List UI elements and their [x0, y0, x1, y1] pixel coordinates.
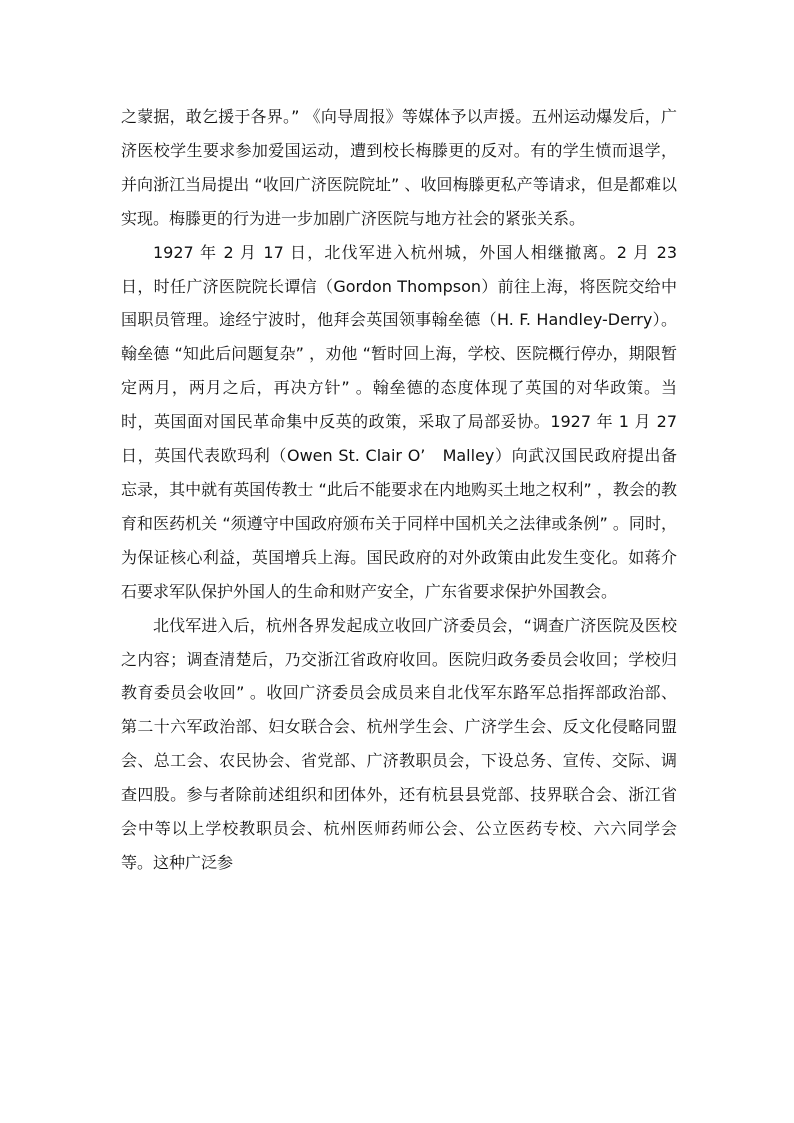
paragraph-3: 北伐军进入后，杭州各界发起成立收回广济委员会，“调查广济医院及医校之内容；调查清楚后，乃交浙江省政府收回。医院归政务委员会收回；学校归教育委员会收回” 。收回广济委员会成员来自北伐军东路军总指挥部政治部、第二十六军政治部、妇女联合会、杭州学生会、广济学生会、反文化侵略同盟会、总工会、农民协会、省党部、广济教职员会，下设总务、宣传、交际、调查四股。参与者除前述组织和团体外，还有杭县县党部、技界联合会、浙江省会中等以上学校教职员会、杭州医师药师公会、公立医药专校、六六同学会等。这种广泛参: [121, 615, 677, 872]
body-text: [121, 100, 677, 880]
paragraph-2: 1927 年 2 月 17 日，北伐军进入杭州城，外国人相继撤离。2 月 23 日，时任广济医院院长谭信（Gordon Thompson）前往上海，将医院交给中国职员管理。途经宁波时，他拜会英国领事翰垒德（H. F. Handley-Derry）。翰垒德 “知此后问题复杂” ，劝他 “暂时回上海，学校、医院概行停办，期限暂定两月，两月之后，再决方针” 。翰垒德的态度体现了英国的对华政策。当时，英国面对国民革命集中反英的政策，采取了局部妥协。1927 年 1 月 27 日，英国代表欧玛利（Owen St. Clair O’ Malley）向武汉国民政府提出备忘录，其中就有英国传教士 “此后不能要求在内地购买土地之权利” ，教会的教育和医药机关 “须遵守中国政府颁布关于同样中国机关之法律或条例” 。同时，为保证核心利益，英国增兵上海。国民政府的对外政策由此发生变化。如蒋介石要求军队保护外国人的生命和财产安全，广东省要求保护外国教会。: [121, 242, 677, 601]
paragraph-1: 之蒙据，敢乞援于各界。” 《向导周报》等媒体予以声援。五州运动爆发后，广济医校学生要求参加爱国运动，遭到校长梅滕更的反对。有的学生愤而退学，并向浙江当局提出 “收回广济医院院址” 、收回梅滕更私产等请求，但是都难以实现。梅滕更的行为进一步加剧广济医院与地方社会的紧张关系。: [121, 107, 677, 228]
